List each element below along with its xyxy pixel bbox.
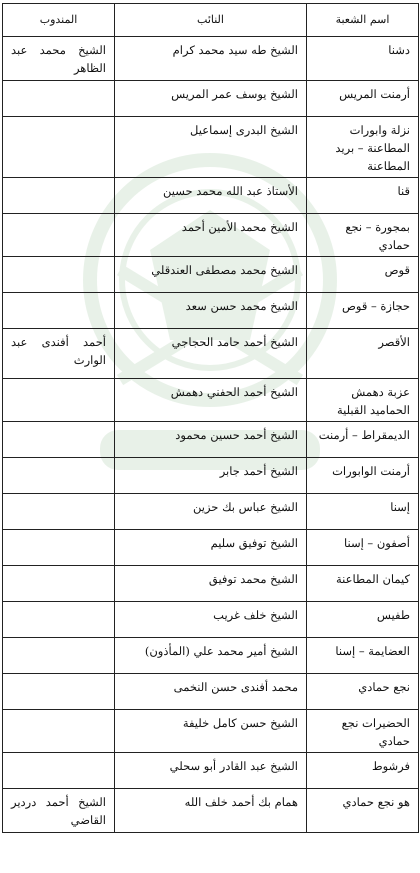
branch-cell: نجع حمادي (307, 674, 419, 710)
branch-cell: فرشوط (307, 753, 419, 789)
deputy-cell: الشيخ محمد حسن سعد (115, 293, 307, 329)
delegate-cell: الشيخ أحمد دردير القاضي (3, 789, 115, 833)
delegate-cell (3, 530, 115, 566)
delegate-cell (3, 422, 115, 458)
header-deputy: النائب (115, 4, 307, 37)
table-row (3, 710, 419, 753)
delegate-cell (3, 257, 115, 293)
delegate-cell (3, 494, 115, 530)
table-row (3, 458, 419, 494)
branch-cell: هو نجع حمادي (307, 789, 419, 833)
branch-cell: بمجورة – نجع حمادي (307, 214, 419, 257)
deputy-cell: الشيخ محمد توفيق (115, 566, 307, 602)
table-row (3, 37, 419, 81)
deputy-cell: الشيخ أحمد جابر (115, 458, 307, 494)
delegate-cell (3, 458, 115, 494)
deputy-cell: الشيخ محمد الأمين أحمد (115, 214, 307, 257)
header-delegate: المندوب (3, 4, 115, 37)
branch-cell: كيمان المطاعنة (307, 566, 419, 602)
table-header-row (3, 4, 419, 37)
branch-cell: أرمنت المريس (307, 81, 419, 117)
table-row (3, 753, 419, 789)
branch-cell: الحضيرات نجع حمادي (307, 710, 419, 753)
deputy-cell: الشيخ طه سيد محمد كرام (115, 37, 307, 81)
delegate-cell (3, 178, 115, 214)
table-row (3, 214, 419, 257)
deputy-cell: الشيخ عبد القادر أبو سحلي (115, 753, 307, 789)
table-body (3, 37, 419, 833)
delegate-cell (3, 566, 115, 602)
deputy-cell: الشيخ حسن كامل خليفة (115, 710, 307, 753)
branch-cell: طفيس (307, 602, 419, 638)
delegate-cell (3, 293, 115, 329)
table-row (3, 257, 419, 293)
delegate-cell (3, 117, 115, 178)
branch-cell: قوص (307, 257, 419, 293)
deputy-cell: الشيخ أحمد حامد الحجاجي (115, 329, 307, 379)
branches-table (2, 3, 419, 833)
branch-cell: عزبة دهمش الحماميد القبلية (307, 379, 419, 422)
branch-cell: أرمنت الوابورات (307, 458, 419, 494)
branch-cell: إسنا (307, 494, 419, 530)
branch-cell: أصفون – إسنا (307, 530, 419, 566)
table-row (3, 530, 419, 566)
delegate-cell (3, 674, 115, 710)
delegate-cell (3, 379, 115, 422)
delegate-cell: أحمد أفندى عبد الوارث (3, 329, 115, 379)
table-row (3, 638, 419, 674)
deputy-cell: الشيخ يوسف عمر المريس (115, 81, 307, 117)
table-row (3, 674, 419, 710)
deputy-cell: الأستاذ عبد الله محمد حسين (115, 178, 307, 214)
table-row (3, 566, 419, 602)
table-row (3, 81, 419, 117)
table-row (3, 602, 419, 638)
delegate-cell (3, 710, 115, 753)
deputy-cell: الشيخ محمد مصطفى العندقلي (115, 257, 307, 293)
table-row (3, 293, 419, 329)
deputy-cell: الشيخ أحمد حسين محمود (115, 422, 307, 458)
table-row (3, 329, 419, 379)
deputy-cell: همام بك أحمد خلف الله (115, 789, 307, 833)
delegate-cell (3, 753, 115, 789)
branch-cell: قنا (307, 178, 419, 214)
deputy-cell: الشيخ عباس بك حزين (115, 494, 307, 530)
table-row (3, 117, 419, 178)
delegate-cell: الشيخ محمد عبد الظاهر (3, 37, 115, 81)
branch-cell: الأقصر (307, 329, 419, 379)
deputy-cell: الشيخ أحمد الحفني دهمش (115, 379, 307, 422)
branch-cell: حجازة – قوص (307, 293, 419, 329)
delegate-cell (3, 602, 115, 638)
branch-cell: نزلة وابورات المطاعنة – بريد المطاعنة (307, 117, 419, 178)
table-row (3, 379, 419, 422)
deputy-cell: الشيخ خلف غريب (115, 602, 307, 638)
branch-cell: العضايمة – إسنا (307, 638, 419, 674)
delegate-cell (3, 214, 115, 257)
header-branch: اسم الشعبة (307, 4, 419, 37)
table-row (3, 178, 419, 214)
deputy-cell: الشيخ البدرى إسماعيل (115, 117, 307, 178)
delegate-cell (3, 81, 115, 117)
branch-cell: دشنا (307, 37, 419, 81)
deputy-cell: محمد أفندى حسن النخمى (115, 674, 307, 710)
deputy-cell: الشيخ توفيق سليم (115, 530, 307, 566)
table-row (3, 789, 419, 833)
delegate-cell (3, 638, 115, 674)
table-row (3, 494, 419, 530)
deputy-cell: الشيخ أمير محمد علي (المأذون) (115, 638, 307, 674)
table-row (3, 422, 419, 458)
branch-cell: الديمقراط – أرمنت (307, 422, 419, 458)
